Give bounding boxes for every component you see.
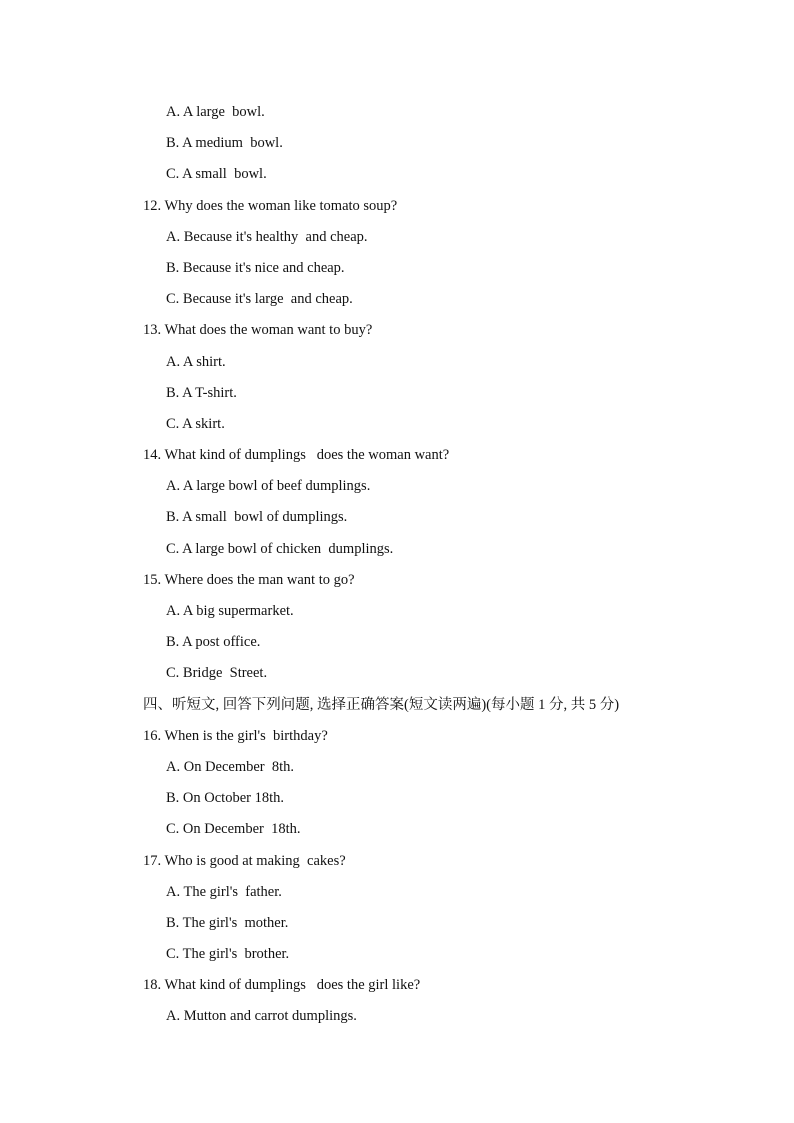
option-13c: C. A skirt. [166, 415, 225, 432]
option-12a: A. Because it's healthy and cheap. [166, 228, 368, 245]
option-16a: A. On December 8th. [166, 758, 295, 775]
option-14b: B. A small bowl of dumplings. [166, 509, 348, 526]
document-page [0, 97, 794, 1033]
option-16c: C. On December 18th. [166, 821, 301, 838]
option-13b: B. A T-shirt. [166, 384, 237, 401]
option-14c: C. A large bowl of chicken dumplings. [166, 540, 394, 557]
option-16b: B. On October 18th. [166, 790, 284, 807]
question-18: 18. What kind of dumplings does the girl like? [143, 977, 421, 994]
question-14: 14. What kind of dumplings does the woman want? [143, 447, 450, 464]
option-13a: A. A shirt. [166, 353, 226, 370]
option-15c: C. Bridge Street. [166, 665, 268, 682]
option-17c: C. The girl's brother. [166, 946, 290, 963]
option-15b: B. A post office. [166, 634, 261, 651]
option-15a: A. A big supermarket. [166, 603, 294, 619]
option-11b: B. A medium bowl. [166, 135, 283, 152]
question-17: 17. Who is good at making cakes? [143, 852, 346, 869]
option-18a: A. Mutton and carrot dumplings. [166, 1008, 357, 1025]
question-13: 13. What does the woman want to buy? [143, 322, 373, 339]
question-15: 15. Where does the man want to go? [143, 571, 355, 588]
option-17b: B. The girl's mother. [166, 914, 289, 931]
question-12: 12. Why does the woman like tomato soup? [143, 197, 398, 214]
option-12b: B. Because it's nice and cheap. [166, 259, 345, 276]
option-17a: A. The girl's father. [166, 883, 282, 900]
section-4-heading: 四、听短文, 回答下列问题, 选择正确答案(短文读两遍)(每小题 1 分, 共 5 分) [143, 696, 620, 713]
option-11c: C. A small bowl. [166, 166, 267, 183]
option-12c: C. Because it's large and cheap. [166, 291, 353, 308]
option-11a: A. A large bowl. [166, 104, 265, 120]
option-14a: A. A large bowl of beef dumplings. [166, 478, 371, 495]
question-16: 16. When is the girl's birthday? [143, 727, 328, 744]
